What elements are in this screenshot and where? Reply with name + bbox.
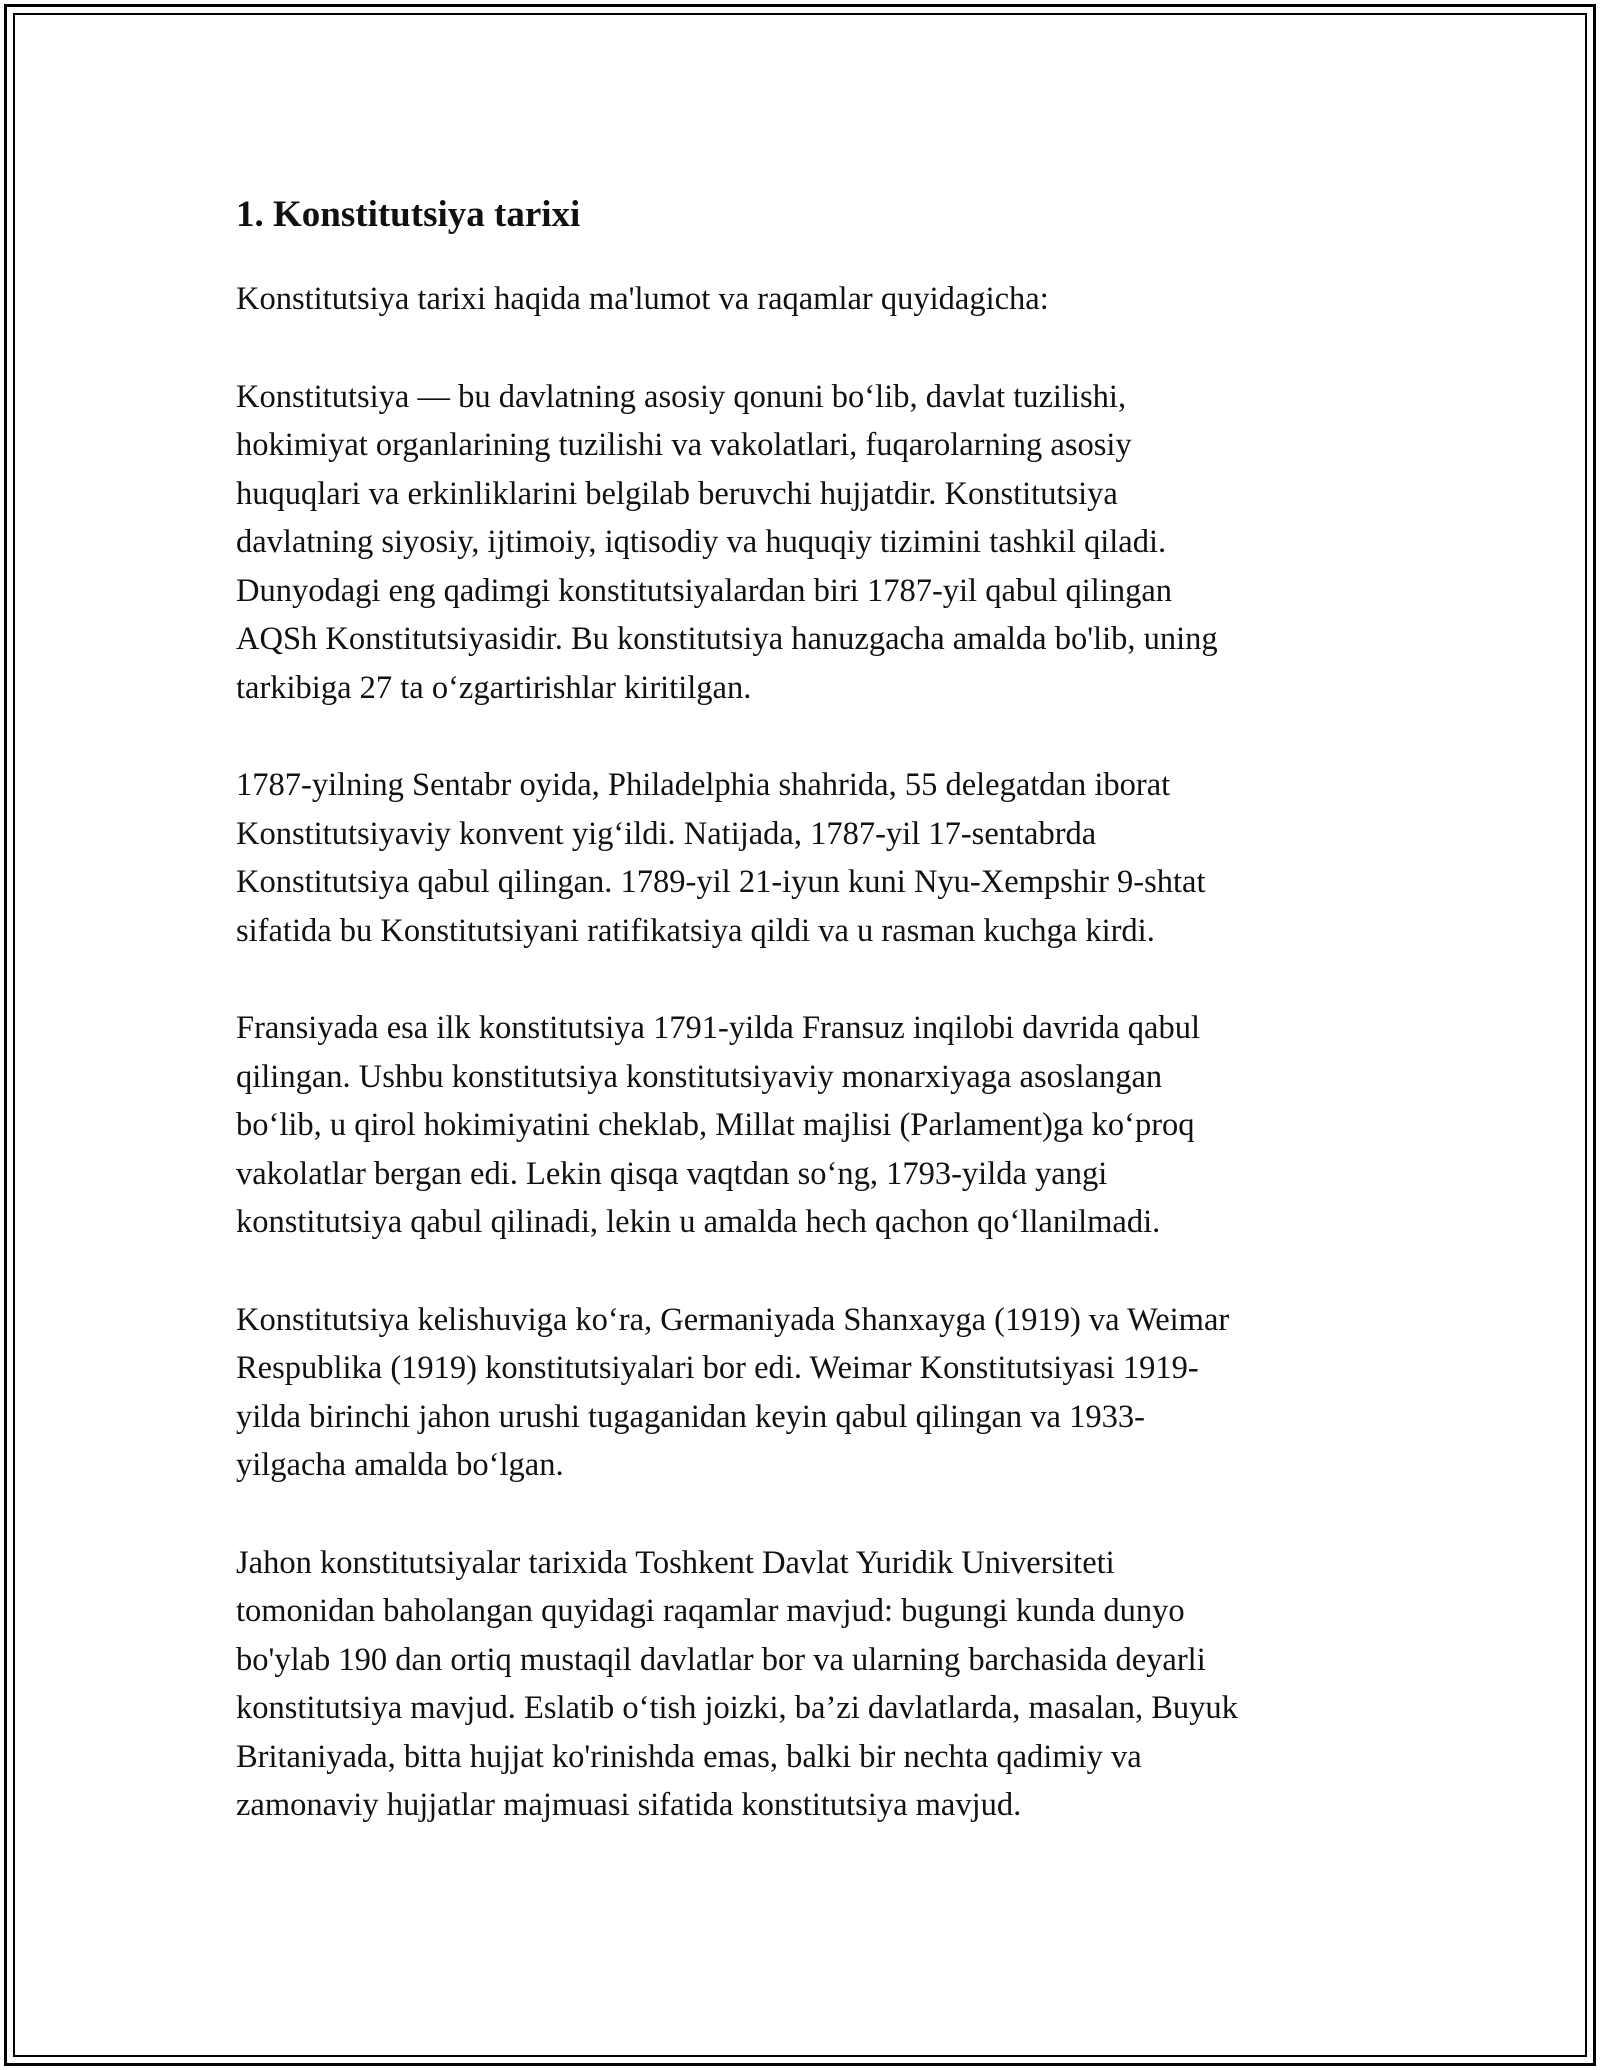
definition-paragraph: Konstitutsiya — bu davlatning asosiy qonuni bo‘lib, davlat tuzilishi, hokimiyat organlarining tuzilishi va vakolatlari, fuqarolarning asosiy huquqlari va erkinliklarini belgilab beruvchi hujjatdir. Konstitutsiya davlatning siyosiy, ijtimoiy, iqtisodiy va huquqiy tizimini tashkil qiladi. Dunyodagi eng qadimgi konstitutsiyalardan biri 1787-yil qabul qilingan AQSh Konstitutsiyasidir. Bu konstitutsiya hanuzgacha amalda bo'lib, uning tarkibiga 27 ta o‘zgartirishlar kiritilgan. [236, 378, 1218, 706]
germany-constitution-paragraph: Konstitutsiya kelishuviga ko‘ra, Germaniyada Shanxayga (1919) va Weimar Respublika (1919) konstitutsiyalari bor edi. Weimar Konstitutsiyasi 1919- yilda birinchi jahon urushi tugaganidan keyin qabul qilingan va 1933- yilgacha amalda bo‘lgan. [236, 1301, 1230, 1483]
france-constitution-paragraph: Fransiyada esa ilk konstitutsiya 1791-yilda Fransuz inqilobi davrida qabul qilingan. Ushbu konstitutsiya konstitutsiyaviy monarxiyaga asoslangan bo‘lib, u qirol hokimiyatini cheklab, Millat majlisi (Parlament)ga ko‘proq vakolatlar bergan edi. Lekin qisqa vaqtdan so‘ng, 1793-yilda yangi konstitutsiya qabul qilinadi, lekin u amalda hech qachon qo‘llanilmadi. [236, 1010, 1201, 1240]
usa-constitution-paragraph: 1787-yilning Sentabr oyida, Philadelphia shahrida, 55 delegatdan iborat Konstitutsiyaviy konvent yig‘ildi. Natijada, 1787-yil 17-sentabrda Konstitutsiya qabul qilingan. 1789-yil 21-iyun kuni Nyu-Xempshir 9-shtat sifatida bu Konstitutsiyani ratifikatsiya qildi va u rasman kuchga kirdi. [236, 767, 1206, 949]
intro-paragraph: Konstitutsiya tarixi haqida ma'lumot va raqamlar quyidagicha: [236, 281, 1049, 317]
page-title: 1. Konstitutsiya tarixi [236, 194, 581, 235]
world-constitutions-paragraph: Jahon konstitutsiyalar tarixida Toshkent Davlat Yuridik Universiteti tomonidan baholangan quyidagi raqamlar mavjud: bugungi kunda dunyo bo'ylab 190 dan ortiq mustaqil davlatlar bor va ularning barchasida deyarli konstitutsiya mavjud. Eslatib o‘tish joizki, ba’zi davlatlarda, masalan, Buyuk Britaniyada, bitta hujjat ko'rinishda emas, balki bir nechta qadimiy va zamonaviy hujjatlar majmuasi sifatida konstitutsiya mavjud. [236, 1544, 1238, 1823]
document-body [236, 188, 1386, 1879]
